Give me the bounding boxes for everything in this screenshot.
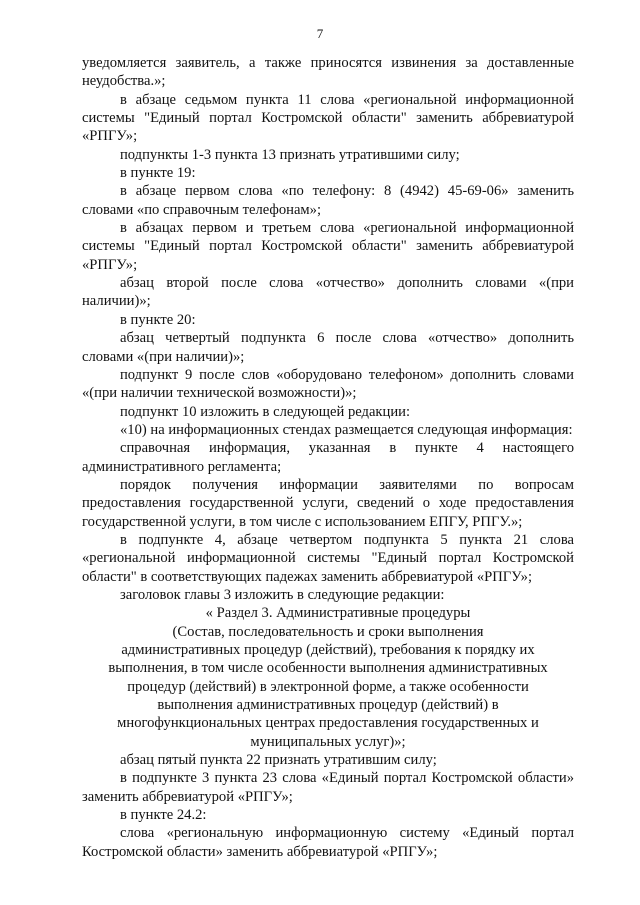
- heading-line: выполнения, в том числе особенности выполнения административных: [108, 660, 548, 677]
- paragraph: уведомляется заявитель, а также приносятся извинения за доставленные неудобства.»;: [82, 55, 574, 90]
- paragraph: абзац четвертый подпункта 6 после слова «отчество» дополнить словами «(при наличии)»;: [82, 330, 574, 365]
- paragraph: в абзаце первом слова «по телефону: 8 (4942) 45-69-06» заменить словами «по справочным телефонам»;: [82, 183, 574, 218]
- heading-line: многофункциональных центрах предоставления государственных и: [117, 715, 539, 732]
- paragraph: подпункт 9 после слов «оборудовано телефоном» дополнить словами «(при наличии технической возможности)»;: [82, 366, 574, 402]
- paragraph: заголовок главы 3 изложить в следующие редакции:: [120, 586, 445, 603]
- paragraph: слова «региональную информационную систему «Единый портал Костромской области» заменить аббревиатурой «РПГУ»;: [82, 825, 574, 860]
- paragraph: в подпункте 4, абзаце четвертом подпункта 5 пункта 21 слова «региональной информационной системы "Единый портал Костромской области" в соответствующих падежах заменить аббревиатурой «РПГУ»;: [82, 531, 574, 585]
- paragraph: в пункте 19:: [120, 165, 196, 182]
- heading-line: процедур (действий) в электронной форме, а также особенности: [127, 678, 529, 695]
- paragraph: подпункт 10 изложить в следующей редакции:: [120, 403, 411, 420]
- paragraph: справочная информация, указанная в пункте 4 настоящего административного регламента;: [82, 440, 574, 475]
- heading-line: административных процедур (действий), требования к порядку их: [121, 642, 535, 658]
- paragraph: в подпункте 3 пункта 23 слова «Единый портал Костромской области» заменить аббревиатурой «РПГУ»;: [82, 770, 574, 805]
- heading-line: муниципальных услуг)»;: [250, 733, 406, 750]
- document-body: [82, 54, 574, 861]
- section-heading: [82, 604, 574, 751]
- paragraph: подпункты 1-3 пункта 13 признать утратившими силу;: [120, 146, 460, 163]
- paragraph: абзац пятый пункта 22 признать утратившим силу;: [120, 752, 437, 769]
- heading-line: « Раздел 3. Административные процедуры: [205, 605, 471, 622]
- paragraph: в пункте 24.2:: [120, 807, 207, 824]
- paragraph: «10) на информационных стендах размещается следующая информация:: [120, 421, 573, 438]
- paragraph: в абзаце седьмом пункта 11 слова «региональной информационной системы "Единый портал Костромской области" заменить аббревиатурой «РПГУ»;: [82, 91, 574, 145]
- paragraph: в абзацах первом и третьем слова «региональной информационной системы "Единый портал Костромской области" заменить аббревиатурой «РПГУ»;: [82, 220, 574, 273]
- paragraph: порядок получения информации заявителями по вопросам предоставления государственной услуги, сведений о ходе предоставления государственной услуги, в том числе с использованием ЕПГУ, РПГУ.»;: [82, 476, 574, 530]
- paragraph: абзац второй после слова «отчество» дополнить словами «(при наличии)»;: [82, 275, 574, 310]
- page-number: 7: [316, 26, 324, 41]
- paragraph: в пункте 20:: [120, 311, 196, 328]
- heading-line: (Состав, последовательность и сроки выполнения: [172, 623, 484, 640]
- heading-line: выполнения административных процедур (действий) в: [157, 697, 499, 714]
